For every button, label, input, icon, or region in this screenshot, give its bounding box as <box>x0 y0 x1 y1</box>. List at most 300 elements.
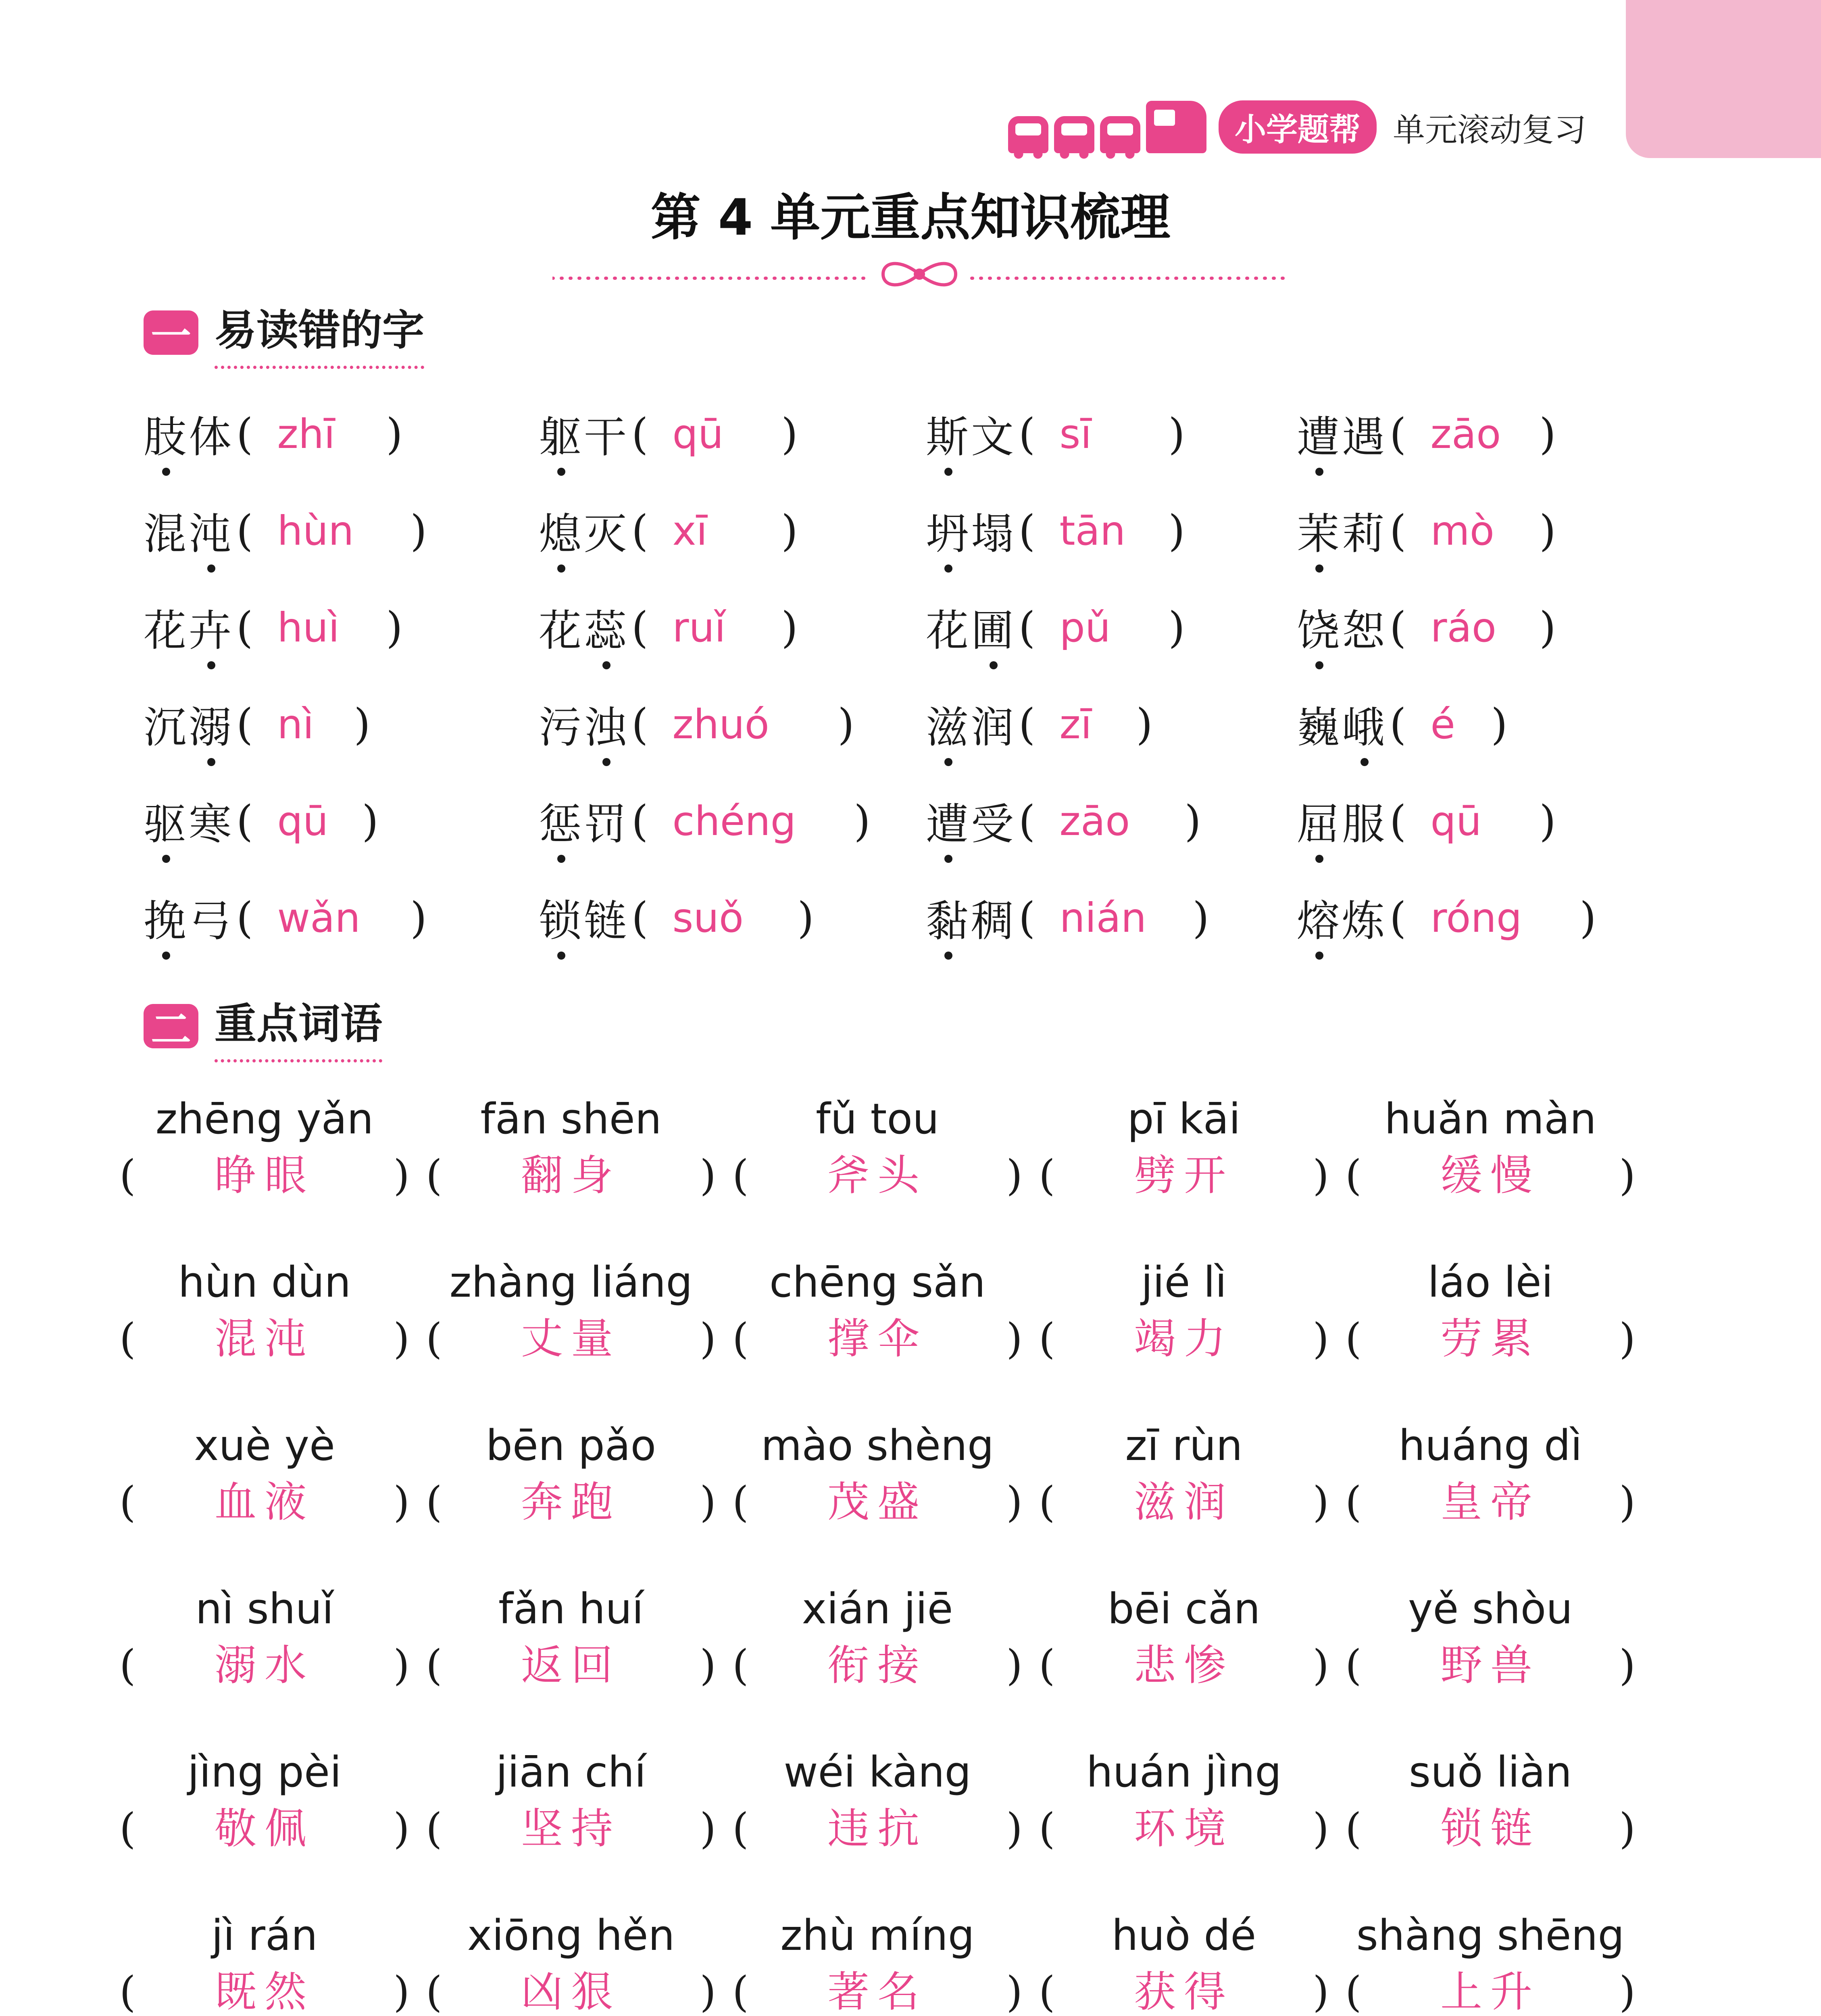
vocab-item <box>418 1583 724 1695</box>
vocab-pinyin: jì rán <box>211 1911 318 1960</box>
char-word <box>926 694 1016 755</box>
vocab-hanzi-answer: 著名 <box>827 1967 927 2016</box>
left-paren: ( <box>1345 1641 1362 1690</box>
left-paren: ( <box>426 1151 442 1200</box>
char-dotted: 驱 <box>144 800 189 849</box>
pinyin-answer: huì <box>277 604 340 651</box>
vocab-answer-row <box>418 1635 724 1695</box>
char-dotted: 遭 <box>926 800 971 849</box>
vocab-item <box>1031 1093 1337 1206</box>
pinyin-answer: xī <box>672 507 708 554</box>
char-word <box>144 597 234 658</box>
char-word <box>539 790 629 852</box>
vocab-hanzi-answer: 溺水 <box>214 1641 315 1690</box>
char-word <box>926 403 1016 464</box>
char-dotted: 卉 <box>189 606 234 656</box>
right-paren: ) <box>386 409 403 459</box>
vocab-answer-row <box>1337 1472 1644 1532</box>
vocab-hanzi-answer: 上升 <box>1440 1967 1540 2016</box>
left-paren: ( <box>1390 506 1406 556</box>
vocab-answer-row <box>724 1145 1031 1206</box>
vocab-hanzi-answer: 撑伞 <box>827 1314 927 1363</box>
section-1-header <box>144 296 424 369</box>
char-plain: 弓 <box>189 896 234 946</box>
char-item <box>539 887 814 948</box>
char-word <box>144 790 234 852</box>
char-word <box>1297 597 1387 658</box>
left-paren: ( <box>426 1804 442 1853</box>
right-paren: ) <box>838 699 854 749</box>
char-item <box>926 694 1153 755</box>
left-paren: ( <box>426 1477 442 1527</box>
right-paren: ) <box>1619 1314 1636 1363</box>
left-paren: ( <box>631 796 648 846</box>
right-paren: ) <box>1313 1477 1329 1527</box>
left-paren: ( <box>236 409 253 459</box>
char-dotted: 斯 <box>926 412 971 462</box>
vocab-pinyin: fān shēn <box>480 1094 662 1143</box>
right-paren: ) <box>410 893 427 943</box>
left-paren: ( <box>732 1314 749 1363</box>
vocab-hanzi-answer: 混沌 <box>214 1314 315 1363</box>
vocab-hanzi-answer: 劳累 <box>1440 1314 1540 1363</box>
right-paren: ) <box>393 1967 410 2016</box>
left-paren: ( <box>1390 796 1406 846</box>
vocab-item <box>724 1583 1031 1695</box>
char-item <box>926 790 1201 852</box>
left-paren: ( <box>119 1804 136 1853</box>
vocab-pinyin: wéi kàng <box>783 1747 971 1797</box>
vocab-item <box>1031 1746 1337 1859</box>
char-item <box>144 887 427 948</box>
vocab-hanzi-answer: 悲惨 <box>1133 1641 1234 1690</box>
section-number: 二 <box>144 1004 198 1048</box>
vocab-hanzi-answer: 锁链 <box>1440 1804 1540 1853</box>
char-plain: 莉 <box>1342 509 1387 559</box>
section-title: 易读错的字 <box>215 296 424 369</box>
page-title: 第 4 单元重点知识梳理 <box>650 189 1171 247</box>
right-paren: ) <box>393 1151 410 1200</box>
vocab-item <box>1337 1583 1644 1695</box>
vocab-pinyin: yě shòu <box>1408 1584 1573 1633</box>
vocab-pinyin: xián jiē <box>802 1584 953 1633</box>
char-dotted: 熔 <box>1297 896 1342 946</box>
vocab-hanzi-answer: 血液 <box>214 1477 315 1527</box>
train-icon <box>1008 101 1206 153</box>
char-item <box>539 597 798 658</box>
left-paren: ( <box>1019 796 1036 846</box>
pinyin-answer: zhī <box>277 410 335 458</box>
char-plain: 巍 <box>1297 703 1342 752</box>
vocab-hanzi-answer: 凶狠 <box>521 1967 621 2016</box>
char-row <box>144 887 1676 968</box>
vocab-item <box>111 1583 418 1695</box>
char-item <box>1297 500 1556 561</box>
right-paren: ) <box>1184 796 1201 846</box>
vocab-answer-row <box>111 1308 418 1369</box>
char-plain: 塌 <box>971 509 1016 559</box>
vocab-hanzi-answer: 坚持 <box>521 1804 621 1853</box>
left-paren: ( <box>1345 1967 1362 2016</box>
vocab-hanzi-answer: 缓慢 <box>1440 1151 1540 1200</box>
char-dotted: 挽 <box>144 896 189 946</box>
char-dotted: 肢 <box>144 412 189 462</box>
char-item <box>926 887 1209 948</box>
char-item <box>539 500 798 561</box>
char-word <box>539 403 629 464</box>
right-paren: ) <box>1619 1967 1636 2016</box>
vocab-pinyin: jié lì <box>1141 1258 1227 1307</box>
pinyin-answer: qū <box>672 410 724 458</box>
vocab-item <box>1031 1583 1337 1695</box>
char-plain: 寒 <box>189 800 234 849</box>
vocab-pinyin: mào shèng <box>761 1421 994 1470</box>
vocab-answer-row <box>1031 1145 1337 1206</box>
char-row <box>144 694 1676 774</box>
vocab-item <box>1337 1746 1644 1859</box>
right-paren: ) <box>1539 602 1556 652</box>
char-item <box>144 500 427 561</box>
left-paren: ( <box>236 893 253 943</box>
char-dotted: 蕊 <box>584 606 629 656</box>
vocab-item <box>724 1256 1031 1369</box>
vocab-hanzi-answer: 丈量 <box>521 1314 621 1363</box>
left-paren: ( <box>236 506 253 556</box>
right-paren: ) <box>700 1477 716 1527</box>
char-dotted: 黏 <box>926 896 971 946</box>
pinyin-answer: ráo <box>1430 604 1496 651</box>
right-paren: ) <box>781 409 798 459</box>
pinyin-answer: nián <box>1059 894 1147 941</box>
vocab-hanzi-answer: 既然 <box>214 1967 315 2016</box>
vocab-item <box>418 1909 724 2016</box>
char-item <box>539 403 798 464</box>
right-paren: ) <box>1619 1804 1636 1853</box>
char-item <box>1297 403 1556 464</box>
char-plain: 花 <box>144 606 189 656</box>
left-paren: ( <box>631 602 648 652</box>
left-paren: ( <box>1019 409 1036 459</box>
left-paren: ( <box>1019 506 1036 556</box>
left-paren: ( <box>236 796 253 846</box>
char-item <box>926 403 1185 464</box>
vocab-hanzi-answer: 衔接 <box>827 1641 927 1690</box>
vocab-pinyin: nì shuǐ <box>195 1584 334 1633</box>
vocab-answer-row <box>1031 1635 1337 1695</box>
vocab-hanzi-answer: 返回 <box>521 1641 621 1690</box>
vocab-answer-row <box>1031 1798 1337 1859</box>
pinyin-answer: ruǐ <box>672 604 726 651</box>
right-paren: ) <box>854 796 871 846</box>
pinyin-answer: nì <box>277 700 314 748</box>
left-paren: ( <box>732 1641 749 1690</box>
right-paren: ) <box>1136 699 1153 749</box>
left-paren: ( <box>1039 1477 1055 1527</box>
char-word <box>144 403 234 464</box>
char-dotted: 锁 <box>539 896 584 946</box>
right-paren: ) <box>1313 1314 1329 1363</box>
char-word <box>926 790 1016 852</box>
header-bar <box>1008 101 1586 153</box>
pinyin-answer: zāo <box>1059 797 1130 845</box>
left-paren: ( <box>1390 893 1406 943</box>
char-plain: 润 <box>971 703 1016 752</box>
right-paren: ) <box>1579 893 1596 943</box>
vocab-item <box>418 1419 724 1532</box>
right-paren: ) <box>1619 1151 1636 1200</box>
right-paren: ) <box>1006 1477 1023 1527</box>
char-dotted: 惩 <box>539 800 584 849</box>
left-paren: ( <box>732 1804 749 1853</box>
pinyin-answer: é <box>1430 700 1455 748</box>
left-paren: ( <box>1345 1477 1362 1527</box>
left-paren: ( <box>119 1477 136 1527</box>
vocab-item <box>111 1093 418 1206</box>
left-paren: ( <box>1390 699 1406 749</box>
vocab-answer-row <box>724 1962 1031 2016</box>
char-word <box>144 887 234 948</box>
vocab-pinyin: zī rùn <box>1125 1421 1243 1470</box>
vocab-pinyin: zhàng liáng <box>449 1258 693 1307</box>
right-paren: ) <box>700 1151 716 1200</box>
right-paren: ) <box>1313 1804 1329 1853</box>
char-word <box>1297 887 1387 948</box>
char-plain: 遇 <box>1342 412 1387 462</box>
vocab-item <box>1031 1419 1337 1532</box>
vocab-hanzi-answer: 获得 <box>1133 1967 1234 2016</box>
char-dotted: 峨 <box>1342 703 1387 752</box>
vocab-item <box>1337 1256 1644 1369</box>
char-plain: 炼 <box>1342 896 1387 946</box>
vocab-hanzi-answer: 斧头 <box>827 1151 927 1200</box>
bow-divider-icon <box>552 254 1286 294</box>
vocab-pinyin: shàng shēng <box>1356 1911 1625 1960</box>
char-row <box>144 500 1676 581</box>
right-paren: ) <box>1168 409 1185 459</box>
section-title: 重点词语 <box>215 990 382 1062</box>
vocab-pinyin: xuè yè <box>194 1421 335 1470</box>
right-paren: ) <box>1619 1641 1636 1690</box>
char-dotted: 茉 <box>1297 509 1342 559</box>
char-plain: 服 <box>1342 800 1387 849</box>
left-paren: ( <box>631 699 648 749</box>
left-paren: ( <box>1039 1151 1055 1200</box>
unit-review-label: 单元滚动复习 <box>1393 111 1587 149</box>
pinyin-answer: sī <box>1059 410 1092 458</box>
char-word <box>1297 403 1387 464</box>
vocab-hanzi-answer: 皇帝 <box>1440 1477 1540 1527</box>
vocab-hanzi-answer: 竭力 <box>1133 1314 1234 1363</box>
char-plain: 受 <box>971 800 1016 849</box>
right-paren: ) <box>1006 1641 1023 1690</box>
pinyin-answer: zī <box>1059 700 1092 748</box>
char-dotted: 沌 <box>189 509 234 559</box>
right-paren: ) <box>354 699 371 749</box>
vocab-pinyin: suǒ liàn <box>1408 1747 1572 1797</box>
vocab-answer-row <box>111 1145 418 1206</box>
vocab-answer-row <box>1337 1308 1644 1369</box>
char-word <box>1297 500 1387 561</box>
vocab-pinyin: huán jìng <box>1086 1747 1282 1797</box>
vocab-answer-row <box>724 1472 1031 1532</box>
pinyin-answer: qū <box>277 797 329 845</box>
char-item <box>144 790 379 852</box>
right-paren: ) <box>1539 506 1556 556</box>
vocab-hanzi-answer: 睁眼 <box>214 1151 315 1200</box>
pinyin-answer: tān <box>1059 507 1126 554</box>
char-plain: 花 <box>539 606 584 656</box>
char-plain: 文 <box>971 412 1016 462</box>
vocab-answer-row <box>111 1962 418 2016</box>
char-plain: 灭 <box>584 509 629 559</box>
vocab-answer-row <box>418 1798 724 1859</box>
left-paren: ( <box>1019 699 1036 749</box>
left-paren: ( <box>1345 1804 1362 1853</box>
vocab-pinyin: bēn pǎo <box>485 1421 656 1470</box>
char-word <box>144 694 234 755</box>
char-word <box>539 500 629 561</box>
vocab-answer-row <box>418 1308 724 1369</box>
right-paren: ) <box>1006 1151 1023 1200</box>
char-item <box>926 597 1185 658</box>
char-plain: 污 <box>539 703 584 752</box>
right-paren: ) <box>1313 1151 1329 1200</box>
right-paren: ) <box>1192 893 1209 943</box>
pinyin-answer: zhuó <box>672 700 769 748</box>
vocab-answer-row <box>1337 1145 1644 1206</box>
char-dotted: 滋 <box>926 703 971 752</box>
left-paren: ( <box>119 1314 136 1363</box>
section-2-header <box>144 990 382 1062</box>
vocab-hanzi-answer: 劈开 <box>1133 1151 1234 1200</box>
vocab-answer-row <box>724 1308 1031 1369</box>
char-plain: 体 <box>189 412 234 462</box>
left-paren: ( <box>1039 1967 1055 2016</box>
left-paren: ( <box>631 506 648 556</box>
right-paren: ) <box>362 796 379 846</box>
left-paren: ( <box>1390 602 1406 652</box>
left-paren: ( <box>426 1314 442 1363</box>
right-paren: ) <box>386 602 403 652</box>
vocab-hanzi-answer: 野兽 <box>1440 1641 1540 1690</box>
right-paren: ) <box>1006 1804 1023 1853</box>
vocab-item <box>111 1419 418 1532</box>
char-plain: 花 <box>926 606 971 656</box>
right-paren: ) <box>393 1641 410 1690</box>
char-row <box>144 597 1676 677</box>
right-paren: ) <box>1619 1477 1636 1527</box>
left-paren: ( <box>1039 1314 1055 1363</box>
right-paren: ) <box>1168 506 1185 556</box>
vocab-item <box>1337 1419 1644 1532</box>
right-paren: ) <box>781 506 798 556</box>
right-paren: ) <box>1491 699 1508 749</box>
corner-tab <box>1626 0 1821 158</box>
pinyin-answer: suǒ <box>672 894 744 941</box>
left-paren: ( <box>1039 1641 1055 1690</box>
right-paren: ) <box>393 1314 410 1363</box>
right-paren: ) <box>393 1477 410 1527</box>
vocab-item <box>1031 1256 1337 1369</box>
vocab-hanzi-answer: 敬佩 <box>214 1804 315 1853</box>
right-paren: ) <box>1006 1967 1023 2016</box>
char-item <box>1297 694 1508 755</box>
vocab-item <box>724 1093 1031 1206</box>
left-paren: ( <box>426 1967 442 2016</box>
left-paren: ( <box>732 1967 749 2016</box>
char-dotted: 浊 <box>584 703 629 752</box>
char-word <box>1297 790 1387 852</box>
char-word <box>926 597 1016 658</box>
vocab-item <box>418 1256 724 1369</box>
vocab-hanzi-answer: 茂盛 <box>827 1477 927 1527</box>
char-item <box>1297 887 1596 948</box>
vocab-pinyin: hùn dùn <box>178 1258 351 1307</box>
left-paren: ( <box>236 699 253 749</box>
char-word <box>926 500 1016 561</box>
char-row <box>144 403 1676 484</box>
right-paren: ) <box>1539 796 1556 846</box>
left-paren: ( <box>119 1151 136 1200</box>
char-item <box>539 790 871 852</box>
vocab-item <box>111 1746 418 1859</box>
char-item <box>144 403 403 464</box>
vocab-item <box>111 1256 418 1369</box>
right-paren: ) <box>700 1641 716 1690</box>
pinyin-answer: pǔ <box>1059 604 1111 651</box>
right-paren: ) <box>700 1967 716 2016</box>
vocab-pinyin: huǎn màn <box>1384 1094 1596 1143</box>
char-item <box>1297 597 1556 658</box>
vocab-pinyin: jìng pèi <box>188 1747 342 1797</box>
char-word <box>1297 694 1387 755</box>
vocab-item <box>724 1909 1031 2016</box>
left-paren: ( <box>119 1641 136 1690</box>
vocab-answer-row <box>1337 1798 1644 1859</box>
char-word <box>926 887 1016 948</box>
vocab-answer-row <box>111 1798 418 1859</box>
char-dotted: 溺 <box>189 703 234 752</box>
section-number: 一 <box>144 310 198 355</box>
left-paren: ( <box>236 602 253 652</box>
right-paren: ) <box>1539 409 1556 459</box>
vocab-hanzi-answer: 奔跑 <box>521 1477 621 1527</box>
vocab-answer-row <box>1031 1308 1337 1369</box>
left-paren: ( <box>1019 602 1036 652</box>
right-paren: ) <box>410 506 427 556</box>
char-dotted: 遭 <box>1297 412 1342 462</box>
pinyin-answer: wǎn <box>277 894 360 941</box>
char-plain: 混 <box>144 509 189 559</box>
char-plain: 干 <box>584 412 629 462</box>
vocab-answer-row <box>111 1472 418 1532</box>
left-paren: ( <box>1345 1151 1362 1200</box>
char-dotted: 躯 <box>539 412 584 462</box>
vocab-item <box>724 1419 1031 1532</box>
char-item <box>1297 790 1556 852</box>
vocab-hanzi-answer: 滋润 <box>1133 1477 1234 1527</box>
vocab-item <box>1337 1909 1644 2016</box>
vocab-item <box>1337 1093 1644 1206</box>
vocab-answer-row <box>111 1635 418 1695</box>
vocab-hanzi-answer: 翻身 <box>521 1151 621 1200</box>
left-paren: ( <box>631 893 648 943</box>
right-paren: ) <box>700 1314 716 1363</box>
vocab-pinyin: huáng dì <box>1398 1421 1582 1470</box>
vocab-pinyin: láo lèi <box>1427 1258 1553 1307</box>
vocab-pinyin: chēng sǎn <box>769 1258 986 1307</box>
pinyin-answer: zāo <box>1430 410 1501 458</box>
